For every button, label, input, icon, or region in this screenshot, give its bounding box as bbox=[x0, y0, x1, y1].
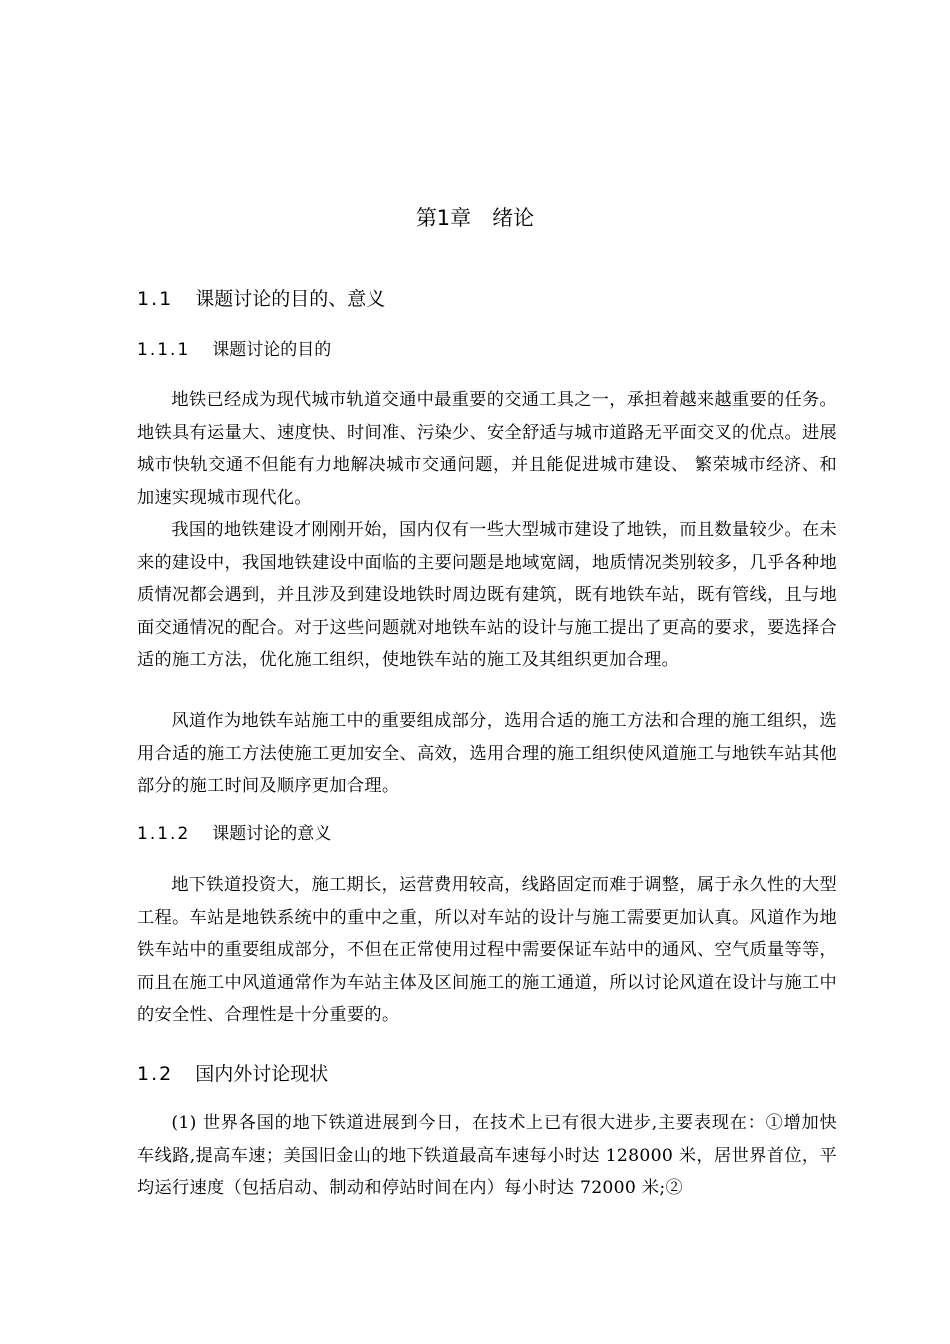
section-number: 1.1.2 bbox=[137, 824, 191, 844]
section-title: 课题讨论的目的 bbox=[212, 340, 332, 360]
paragraph: (1) 世界各国的地下铁道进展到今日，在技术上已有很大进步,主要表现在：①增加快车线路,提高车速；美国旧金山的地下铁道最高车速每小时达 128000 米，居世界首位，平均运行速度（包括启动、制动和停站时间在内）每小时达 72000 米;② bbox=[137, 1113, 837, 1198]
paragraph: 地铁已经成为现代城市轨道交通中最重要的交通工具之一，承担着越来越重要的任务。地铁具有运量大、速度快、时间准、污染少、安全舒适与城市道路无平面交叉的优点。进展城市快轨交通不但能有力地解决城市交通问题，并且能促进城市建设、 繁荣城市经济、和加速实现城市现代化。 bbox=[137, 390, 837, 508]
section-number: 1.1 bbox=[137, 288, 174, 310]
section-title: 国内外讨论现状 bbox=[195, 1063, 329, 1085]
section-heading-1-1 bbox=[137, 285, 385, 313]
paragraph: 我国的地铁建设才刚刚开始，国内仅有一些大型城市建设了地铁，而且数量较少。在未来的建设中，我国地铁建设中面临的主要问题是地域宽阔，地质情况类别较多，几乎各种地质情况都会遇到，并且涉及到建设地铁时周边既有建筑，既有地铁车站，既有管线，且与地面交通情况的配合。对于这些问题就对地铁车站的设计与施工提出了更高的要求，要选择合适的施工方法，优化施工组织，使地铁车站的施工及其组织更加合理。 bbox=[137, 520, 837, 670]
section-number: 1.2 bbox=[137, 1063, 174, 1085]
section-title: 课题讨论的意义 bbox=[212, 824, 332, 844]
paragraph: 地下铁道投资大，施工期长，运营费用较高，线路固定而难于调整，属于永久性的大型工程。车站是地铁系统中的重中之重，所以对车站的设计与施工需要更加认真。风道作为地铁车站中的重要组成部分，不但在正常使用过程中需要保证车站中的通风、空气质量等等，而且在施工中风道通常作为车站主体及区间施工的施工通道，所以讨论风道在设计与施工中的安全性、合理性是十分重要的。 bbox=[137, 875, 837, 1025]
paragraph: 风道作为地铁车站施工中的重要组成部分，选用合适的施工方法和合理的施工组织，选用合适的施工方法使施工更加安全、高效，选用合理的施工组织使风道施工与地铁车站其他部分的施工时间及顺序更加合理。 bbox=[137, 711, 837, 796]
section-heading-1-2 bbox=[137, 1060, 328, 1088]
section-heading-1-1-1 bbox=[137, 337, 331, 363]
section-heading-1-1-2 bbox=[137, 821, 331, 847]
section-title: 课题讨论的目的、意义 bbox=[195, 288, 386, 310]
chapter-title: 第1章 绪论 bbox=[415, 206, 535, 230]
section-number: 1.1.1 bbox=[137, 340, 191, 360]
